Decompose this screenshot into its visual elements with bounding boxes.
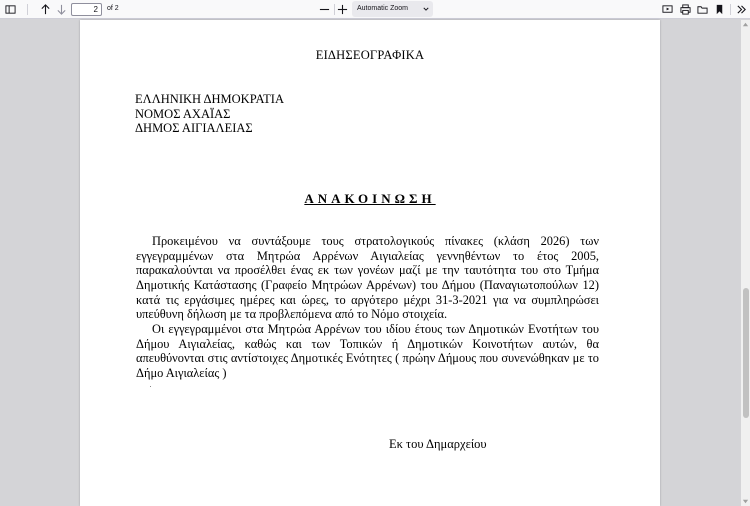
stray-mark <box>150 386 151 387</box>
vertical-scrollbar[interactable] <box>741 20 750 506</box>
signature: Εκ του Δημαρχείου <box>389 437 487 451</box>
document-viewer[interactable] <box>0 20 750 506</box>
announcement-body <box>136 234 599 381</box>
previous-page-icon <box>40 4 51 15</box>
pdf-toolbar <box>0 0 750 19</box>
zoom-select-value: Automatic Zoom <box>357 5 408 12</box>
address-line: ΝΟΜΟΣ ΑΧΑΪΑΣ <box>135 106 231 121</box>
address-line: ΕΛΛΗΝΙΚΗ ΔΗΜΟΚΡΑΤΙΑ <box>135 92 284 106</box>
scroll-down-icon[interactable] <box>742 498 749 505</box>
body-paragraph: Οι εγγεγραμμένοι στα Μητρώα Αρρένων του ιδίου έτους των Δημοτικών Ενοτήτων του Δήμου Αιγιαλείας, καθώς και των Τοπικών ή Δημοτικών Κοινοτήτων αυτών, θα απευθύνονται στις αντίστοιχες Δημοτικές Ενότητες ( πρώην Δήμους που συνενώθηκαν με το Δήμο Αιγιαλείας ) <box>136 321 599 380</box>
chevron-down-icon <box>423 6 429 12</box>
zoom-in-button[interactable] <box>334 1 351 18</box>
zoom-in-icon <box>337 4 348 15</box>
address-line: ΔΗΜΟΣ ΑΙΓΙΑΛΕΙΑΣ <box>135 121 253 135</box>
tools-button[interactable] <box>733 1 750 18</box>
sidebar-toggle-icon <box>5 4 16 15</box>
open-file-button[interactable] <box>694 1 711 18</box>
document-header: ΕΙΔΗΣΕΟΓΡΑΦΙΚΑ <box>315 48 425 62</box>
next-page-icon <box>56 4 67 15</box>
sender-address <box>135 92 284 136</box>
presentation-mode-icon <box>662 4 673 15</box>
page-count-label: of 2 <box>107 5 119 12</box>
toolbar-separator <box>730 4 731 15</box>
tools-icon <box>736 4 747 15</box>
zoom-select[interactable] <box>352 1 433 17</box>
scroll-up-icon[interactable] <box>742 21 749 28</box>
page-number-input[interactable]: 2 <box>71 3 102 16</box>
scrollbar-thumb[interactable] <box>743 288 749 418</box>
pdf-page <box>80 20 660 506</box>
sidebar-toggle-button[interactable] <box>2 1 19 18</box>
next-page-button[interactable] <box>53 1 70 18</box>
print-button[interactable] <box>677 1 694 18</box>
presentation-mode-button[interactable] <box>659 1 676 18</box>
previous-page-button[interactable] <box>37 1 54 18</box>
open-file-icon <box>697 4 708 15</box>
bookmark-icon <box>714 4 725 15</box>
body-paragraph: Προκειμένου να συντάξουμε τους στρατολογικούς πίνακες (κλάση 2026) των εγγεγραμμένων στα Μητρώα Αρρένων Αιγιαλείας γεννηθέντων το έτος 2005, παρακαλούνται να προσέλθει ένας εκ των γονέων μαζί με την ταυτότητα του στο Τμήμα Δημοτικής Κατάστασης (Γραφείο Μητρώων Αρρένων) του Δήμου (Παναγιωτοπούλων 12) κατά τις εργάσιμες ημέρες και ώρες, το αργότερο μέχρι 31-3-2021 για να συμπληρώσει υπεύθυνη δήλωση με τα προβλεπόμενα από το Νόμο στοιχεία. <box>136 234 599 322</box>
zoom-out-button[interactable] <box>316 1 333 18</box>
print-icon <box>680 4 691 15</box>
bookmark-button[interactable] <box>711 1 728 18</box>
toolbar-separator <box>27 4 28 15</box>
announcement-title: ΑΝΑΚΟΙΝΩΣΗ <box>304 191 436 206</box>
zoom-out-icon <box>319 4 330 15</box>
